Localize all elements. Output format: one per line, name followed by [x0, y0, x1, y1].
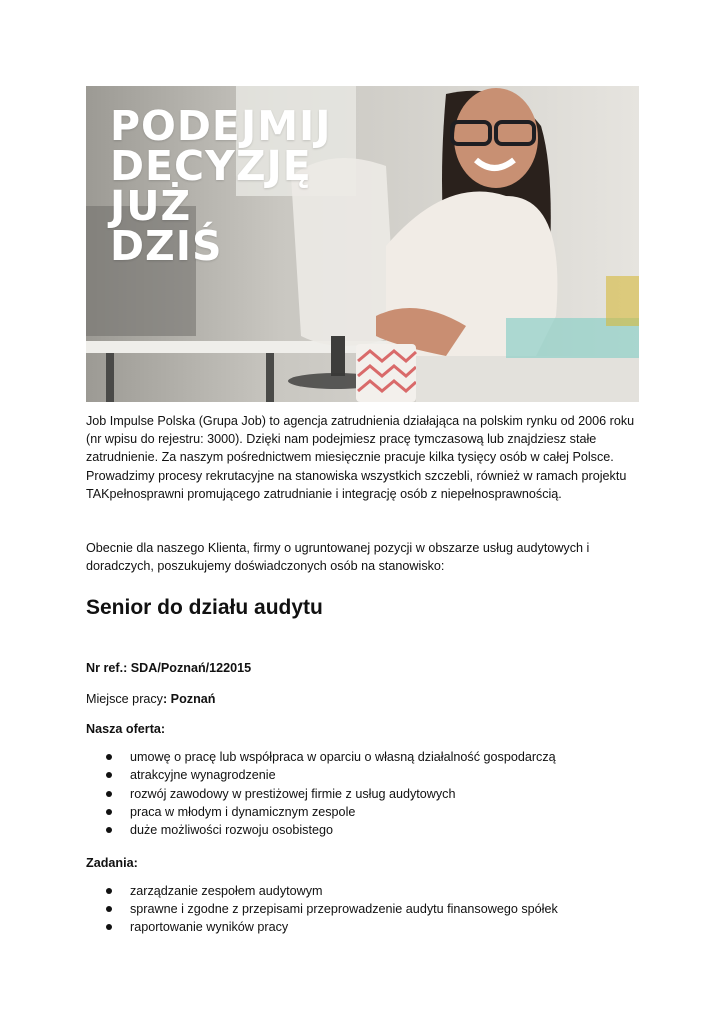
bullet-icon: [106, 827, 112, 833]
header-banner-image: [86, 86, 639, 402]
reference-number: Nr ref.: SDA/Poznań/122015: [86, 661, 252, 676]
list-item-text: duże możliwości rozwoju osobistego: [130, 823, 333, 838]
list-item: [86, 748, 641, 766]
bullet-icon: [106, 924, 112, 930]
offer-list: [86, 748, 641, 839]
list-item-text: zarządzanie zespołem audytowym: [130, 883, 323, 898]
client-paragraph: Obecnie dla naszego Klienta, firmy o ugruntowanej pozycji w obszarze usług audytowych i doradczych, poszukujemy doświadczonych osób na stanowisko:: [86, 541, 590, 574]
work-location: [86, 690, 641, 708]
banner-headline-line: JUŻ: [110, 182, 192, 230]
list-item: [86, 918, 641, 936]
list-item-text: rozwój zawodowy w prestiżowej firmie z usług audytowych: [130, 786, 456, 801]
banner-headline: [110, 102, 332, 270]
tasks-heading: Zadania:: [86, 855, 138, 870]
offer-heading: Nasza oferta:: [86, 721, 166, 736]
list-item: [86, 882, 641, 900]
list-item-text: sprawne i zgodne z przepisami przeprowadzenie audytu finansowego spółek: [130, 902, 558, 917]
list-item: [86, 900, 641, 918]
job-title: Senior do działu audytu: [86, 596, 323, 620]
bullet-icon: [106, 888, 112, 894]
document-body: [86, 412, 641, 937]
list-item-text: praca w młodym i dynamicznym zespole: [130, 804, 356, 819]
intro-paragraph: Job Impulse Polska (Grupa Job) to agencja zatrudnienia działająca na polskim rynku od 2006 roku (nr wpisu do rejestru: 3000). Dzięki nam podejmiesz pracę tymczasową lub znajdziesz stałe zatrudnienie. Za naszym pośrednictwem miesięcznie pracuje kilka tysięcy osób w całej Polsce. Prowadzimy procesy rekrutacyjne na stanowiska wszystkich szczebli, również w ramach projektu TAKpełnosprawni promującego zatrudnianie i integrację osób z niepełnosprawnością.: [86, 414, 635, 501]
work-location-label: Miejsce pracy: [86, 691, 163, 706]
banner-headline-line: DECYZJĘ: [110, 142, 312, 190]
banner-headline-line: DZIŚ: [110, 222, 223, 270]
bullet-icon: [106, 906, 112, 912]
tasks-list: [86, 882, 641, 937]
bullet-icon: [106, 791, 112, 797]
list-item: [86, 766, 641, 784]
bullet-icon: [106, 772, 112, 778]
list-item-text: raportowanie wyników pracy: [130, 920, 289, 935]
bullet-icon: [106, 809, 112, 815]
work-location-value: : Poznań: [162, 691, 216, 706]
banner-headline-line: PODEJMIJ: [110, 102, 332, 150]
list-item: [86, 803, 641, 821]
list-item-text: umowę o pracę lub współpraca w oparciu o własną działalność gospodarczą: [130, 750, 556, 765]
list-item: [86, 785, 641, 803]
list-item: [86, 821, 641, 839]
bullet-icon: [106, 754, 112, 760]
list-item-text: atrakcyjne wynagrodzenie: [130, 768, 276, 783]
